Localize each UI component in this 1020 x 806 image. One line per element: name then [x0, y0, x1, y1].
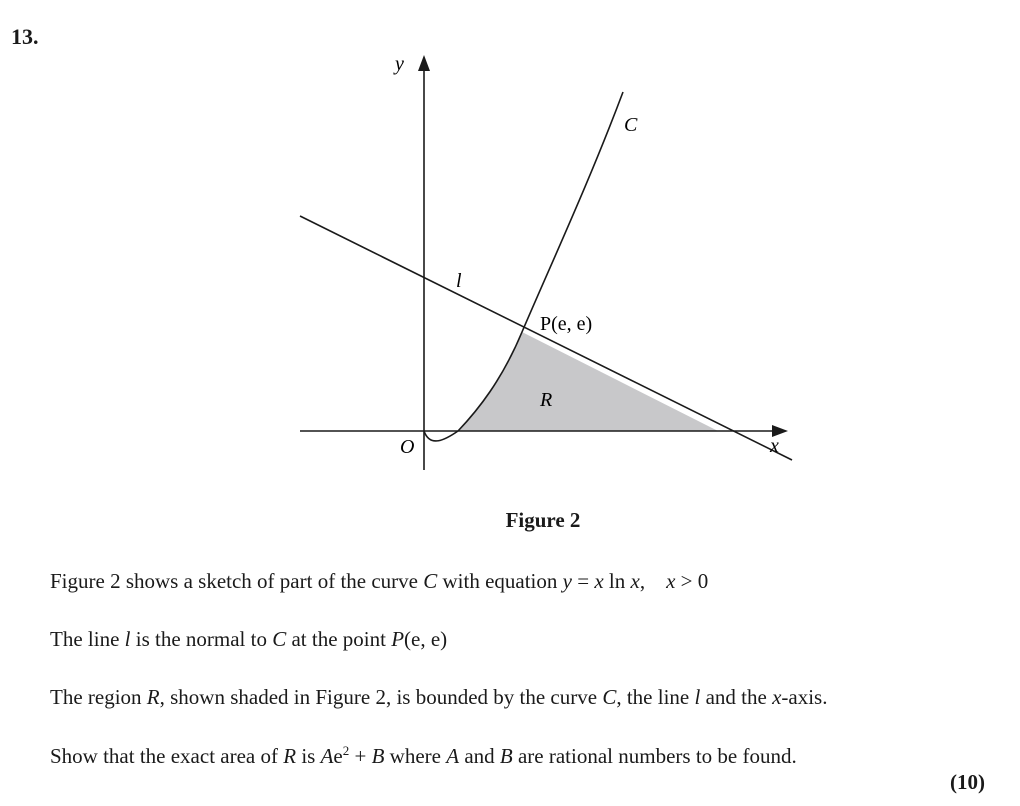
paragraph-region-description: The region R, shown shaded in Figure 2, is bounded by the curve C, the line l and the x-axis.	[50, 685, 828, 709]
paragraph-curve-equation: Figure 2 shows a sketch of part of the curve C with equation y = x ln x, x > 0	[50, 569, 709, 593]
point-label	[540, 313, 592, 335]
question-number: 13.	[11, 24, 39, 49]
figure-caption: Figure 2	[505, 508, 581, 532]
y-axis-arrow	[418, 55, 430, 71]
paragraph-task: Show that the exact area of R is $Ae^2 + B$ where A and B are rational numbers to be found.	[50, 743, 797, 768]
origin-label: O	[400, 436, 415, 458]
paragraph-normal-line: The line l is the normal to C at the point P(e, e)	[50, 627, 448, 651]
marks-available: (10)	[950, 770, 985, 794]
x-axis-label: x	[770, 435, 779, 457]
region-label: R	[540, 389, 553, 411]
y-axis-label: y	[395, 53, 404, 75]
line-label: l	[456, 270, 462, 292]
curve-label: C	[624, 114, 638, 136]
point-label-text: P(e, e)	[540, 313, 593, 335]
